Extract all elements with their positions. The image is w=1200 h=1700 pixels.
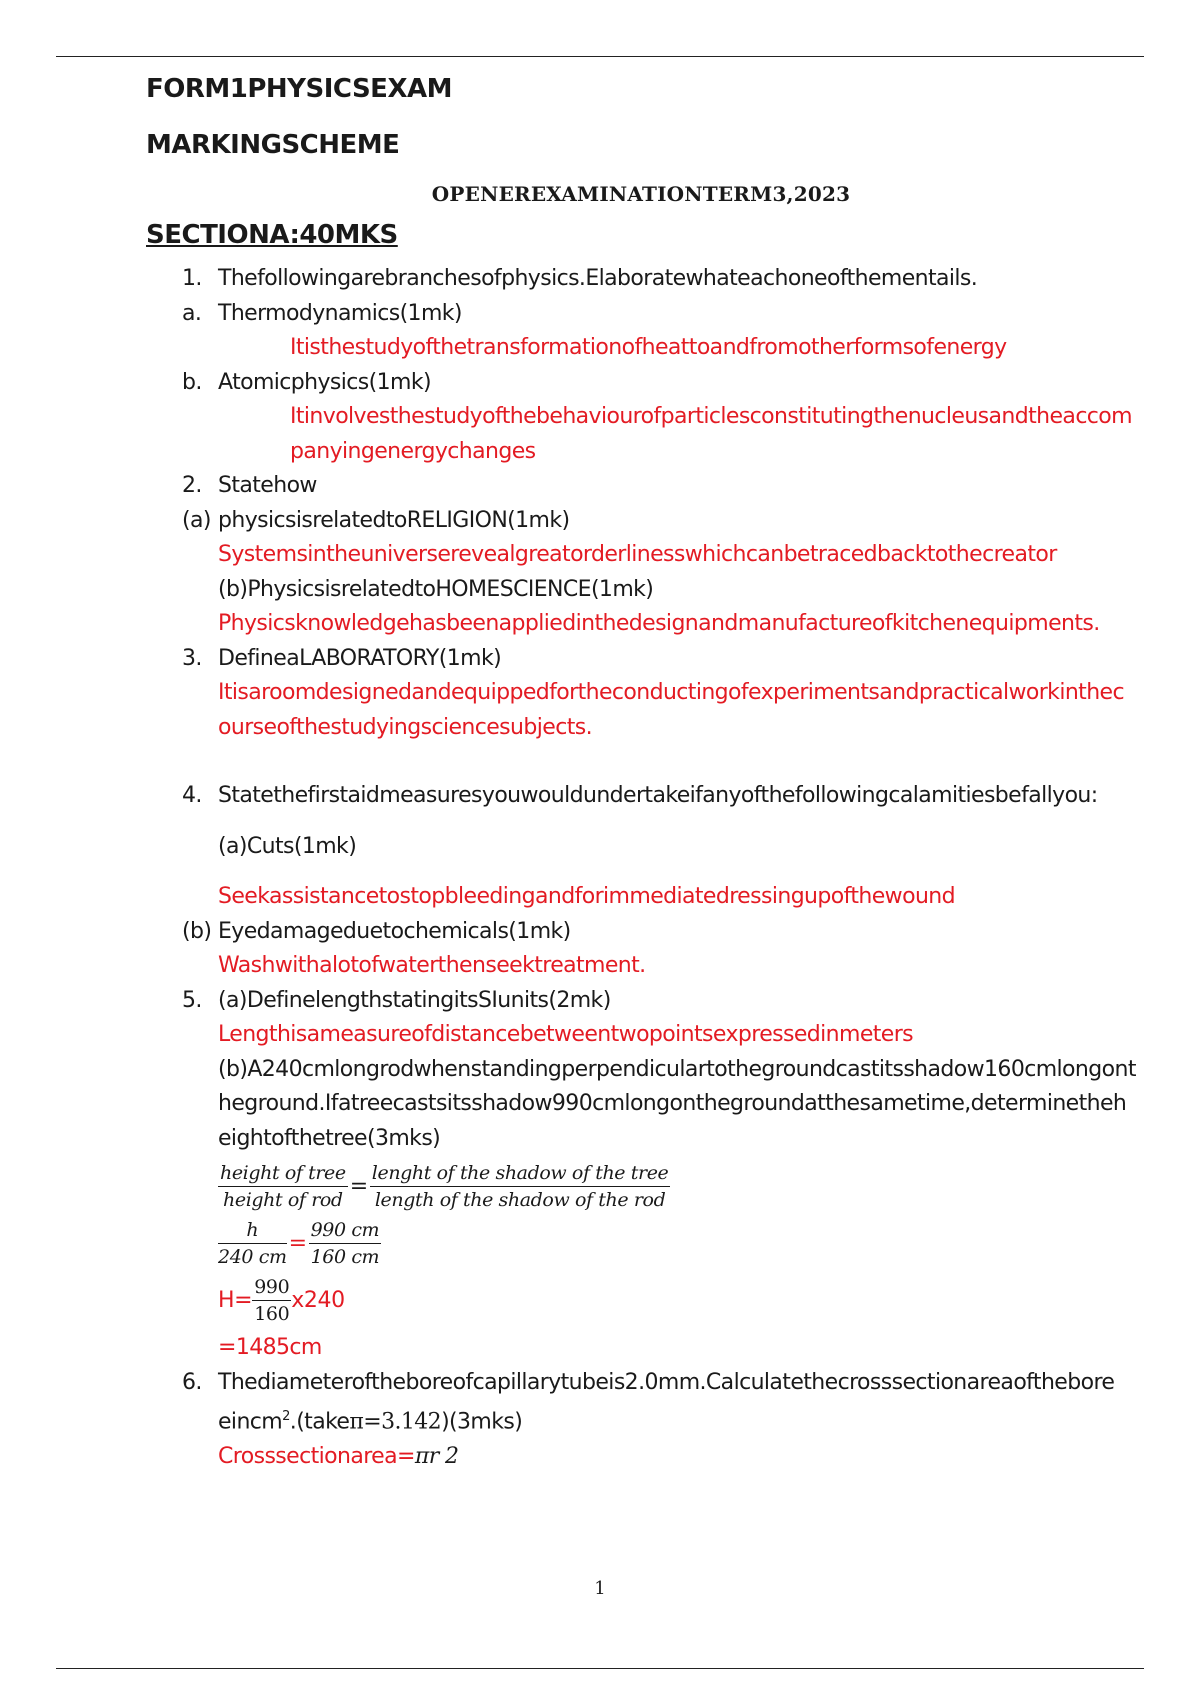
denominator: length of the shadow of the rod xyxy=(374,1189,666,1211)
question-text: )(3mks) xyxy=(441,1409,523,1435)
question-6 xyxy=(146,1366,1136,1401)
formula-ratio xyxy=(146,1160,1136,1213)
item-text: Atomicphysics(1mk) xyxy=(218,369,431,395)
question-text: .(take xyxy=(289,1409,350,1435)
question-4b xyxy=(146,915,1136,950)
answer-6 xyxy=(146,1440,1136,1475)
denominator: height of rod xyxy=(223,1189,343,1211)
fraction xyxy=(370,1160,671,1213)
equals-sign: = xyxy=(349,1174,368,1199)
denominator: 160 xyxy=(254,1303,290,1325)
answer-4b: Washwithalotofwaterthenseektreatment. xyxy=(218,953,646,978)
numerator: height of tree xyxy=(218,1160,348,1187)
question-5 xyxy=(146,984,1136,1019)
item-label: a. xyxy=(182,300,202,326)
item-label: (b) xyxy=(182,918,212,944)
answer-1b: Itinvolvesthestudyofthebehaviourofparticlesconstitutingthenucleusandtheaccompanyingenergychanges xyxy=(290,404,1132,464)
question-1a xyxy=(146,297,1136,332)
pi-expression: π=3.142 xyxy=(349,1409,442,1435)
answer-1a: Itisthestudyofthetransformationofheattoandfromotherformsofenergy xyxy=(290,335,1007,360)
answer-2b: Physicsknowledgehasbeenappliedinthedesignandmanufactureofkitchenequipments. xyxy=(218,611,1100,636)
question-text: Statehow xyxy=(218,473,317,498)
question-number: 4. xyxy=(182,783,202,808)
answer-label: Crosssectionarea= xyxy=(218,1443,415,1469)
spacer xyxy=(146,745,1136,779)
question-2a xyxy=(146,504,1136,539)
formula-substitution xyxy=(146,1217,1136,1270)
document-body xyxy=(146,72,1136,1474)
doc-title: FORM1PHYSICSEXAM xyxy=(146,74,452,104)
answer-5b: =1485cm xyxy=(218,1335,322,1360)
question-text: Thediameteroftheboreofcapillarytubeis2.0mm.Calculatethecrosssectionareaofthebore xyxy=(218,1369,1115,1395)
question-number: 1. xyxy=(182,266,202,291)
question-text: Statethefirstaidmeasuresyouwouldundertakeifanyofthefollowingcalamitiesbefallyou: xyxy=(218,783,1098,808)
question-3 xyxy=(146,642,1136,677)
answer-5a: Lengthisameasureofdistancebetweentwopointsexpressedinmeters xyxy=(218,1022,914,1047)
doc-subtitle: MARKINGSCHEME xyxy=(146,130,400,160)
item-label: (a) xyxy=(182,507,211,533)
numerator: h xyxy=(218,1217,287,1244)
item-text: Eyedamageduetochemicals(1mk) xyxy=(218,918,571,944)
section-heading: SECTIONA:40MKS xyxy=(146,220,398,250)
question-number: 6. xyxy=(182,1369,202,1395)
bottom-rule xyxy=(56,1668,1144,1669)
numerator: lenght of the shadow of the tree xyxy=(370,1160,671,1187)
equals-sign: = xyxy=(288,1231,307,1256)
answer-2a: Systemsintheuniverserevealgreatorderlinesswhichcanbetracedbacktothecreator xyxy=(218,542,1057,567)
question-text: (a)DefinelengthstatingitsSIunits(2mk) xyxy=(218,987,611,1013)
question-2 xyxy=(146,469,1136,504)
question-4a: (a)Cuts(1mk) xyxy=(218,833,357,859)
item-text: Thermodynamics(1mk) xyxy=(218,300,462,326)
question-text: Thefollowingarebranchesofphysics.Elaboratewhateachoneofthementails. xyxy=(218,266,978,291)
area-expression: πr 2 xyxy=(414,1443,459,1469)
question-1 xyxy=(146,262,1136,297)
fraction xyxy=(309,1217,382,1270)
exam-name: OPENEREXAMINATIONTERM3,2023 xyxy=(431,182,851,206)
denominator: 160 cm xyxy=(310,1246,380,1268)
formula-solve xyxy=(146,1274,1136,1327)
item-text: physicsisrelatedtoRELIGION(1mk) xyxy=(218,507,570,533)
denominator: 240 cm xyxy=(218,1246,287,1268)
answer-3: Itisaroomdesignedandequippedfortheconductingofexperimentsandpracticalworkinthecourseofthestudyingsciencesubjects. xyxy=(218,680,1124,740)
page-number: 1 xyxy=(594,1578,606,1599)
top-rule xyxy=(56,56,1144,57)
formula-prefix: H= xyxy=(218,1288,253,1313)
question-text: eincm xyxy=(218,1409,283,1435)
question-5b: (b)A240cmlongrodwhenstandingperpendiculartothegroundcastitsshadow160cmlongontheground.Ifatreecastsitsshadow990cmlongonthegroundatthesametime,determinetheheightofthetree(3mks) xyxy=(218,1056,1136,1151)
numerator: 990 xyxy=(252,1274,291,1301)
numerator: 990 cm xyxy=(309,1217,382,1244)
formula-suffix: x240 xyxy=(291,1288,345,1313)
question-4 xyxy=(146,779,1136,814)
fraction xyxy=(218,1160,348,1213)
item-label: b. xyxy=(182,369,202,395)
question-6-cont xyxy=(146,1400,1136,1440)
question-2b: (b)PhysicsisrelatedtoHOMESCIENCE(1mk) xyxy=(218,576,654,602)
question-number: 2. xyxy=(182,473,202,498)
fraction xyxy=(218,1217,287,1270)
superscript: 2 xyxy=(282,1409,290,1424)
fraction xyxy=(252,1274,291,1327)
question-1b xyxy=(146,366,1136,401)
question-number: 5. xyxy=(182,987,202,1013)
question-number: 3. xyxy=(182,645,202,671)
answer-4a: Seekassistancetostopbleedingandforimmediatedressingupofthewound xyxy=(218,884,955,909)
question-text: DefineaLABORATORY(1mk) xyxy=(218,645,502,671)
